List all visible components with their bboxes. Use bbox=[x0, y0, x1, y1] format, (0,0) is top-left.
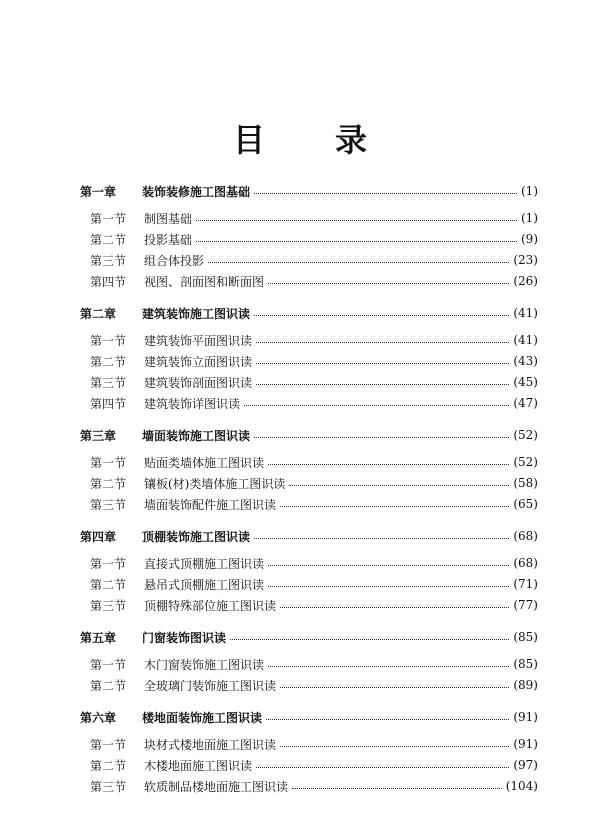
section-number: 第一节 bbox=[90, 657, 127, 672]
dot-leader bbox=[208, 262, 509, 263]
page-number: (97) bbox=[513, 758, 538, 772]
section-number: 第一节 bbox=[90, 556, 127, 571]
section-title: 软质制品楼地面施工图识读 bbox=[144, 779, 289, 794]
page-number: (47) bbox=[513, 396, 538, 410]
toc-chapter-group bbox=[0, 708, 600, 795]
page-number: (41) bbox=[513, 333, 538, 347]
page-number: (71) bbox=[513, 577, 538, 591]
toc-section-row[interactable] bbox=[0, 474, 600, 492]
section-number: 第三节 bbox=[90, 598, 127, 613]
toc-chapter-group bbox=[0, 182, 600, 290]
dot-leader bbox=[196, 220, 517, 221]
chapter-number: 第二章 bbox=[80, 306, 117, 321]
section-title: 木门窗装饰施工图识读 bbox=[144, 657, 265, 672]
toc-chapter-row[interactable] bbox=[0, 426, 600, 444]
toc-chapter-row[interactable] bbox=[0, 628, 600, 646]
toc-chapter-row[interactable] bbox=[0, 304, 600, 322]
dot-leader bbox=[256, 767, 509, 768]
page-number: (23) bbox=[513, 253, 538, 267]
section-title: 建筑装饰平面图识读 bbox=[144, 333, 253, 348]
toc-section-row[interactable] bbox=[0, 373, 600, 391]
dot-leader bbox=[268, 666, 509, 667]
dot-leader bbox=[280, 607, 509, 608]
section-number: 第四节 bbox=[90, 396, 127, 411]
section-title: 投影基础 bbox=[144, 232, 193, 247]
toc-chapter-group bbox=[0, 527, 600, 614]
toc-section-row[interactable] bbox=[0, 676, 600, 694]
page-number: (52) bbox=[513, 428, 538, 442]
page-number: (26) bbox=[513, 274, 538, 288]
page-title bbox=[0, 115, 600, 161]
toc-section-row[interactable] bbox=[0, 272, 600, 290]
page-number: (45) bbox=[513, 375, 538, 389]
section-number: 第三节 bbox=[90, 375, 127, 390]
toc-section-row[interactable] bbox=[0, 596, 600, 614]
dot-leader bbox=[292, 788, 502, 789]
toc-chapter-group bbox=[0, 426, 600, 513]
chapter-number: 第六章 bbox=[80, 710, 117, 725]
dot-leader bbox=[256, 384, 509, 385]
toc-chapter-group bbox=[0, 628, 600, 694]
section-title: 制图基础 bbox=[144, 211, 193, 226]
page-number: (43) bbox=[513, 354, 538, 368]
chapter-title: 门窗装饰图识读 bbox=[142, 630, 227, 645]
section-number: 第一节 bbox=[90, 211, 127, 226]
chapter-number: 第一章 bbox=[80, 184, 117, 199]
dot-leader bbox=[268, 283, 509, 284]
page-number: (65) bbox=[513, 497, 538, 511]
page-number: (58) bbox=[513, 476, 538, 490]
chapter-title: 楼地面装饰施工图识读 bbox=[142, 710, 263, 725]
section-title: 悬吊式顶棚施工图识读 bbox=[144, 577, 265, 592]
toc-section-row[interactable] bbox=[0, 756, 600, 774]
toc-section-row[interactable] bbox=[0, 230, 600, 248]
toc-chapter-row[interactable] bbox=[0, 182, 600, 200]
section-title: 木楼地面施工图识读 bbox=[144, 758, 253, 773]
section-title: 组合体投影 bbox=[144, 253, 205, 268]
toc-section-row[interactable] bbox=[0, 394, 600, 412]
page-number: (1) bbox=[521, 211, 538, 225]
section-number: 第一节 bbox=[90, 455, 127, 470]
dot-leader bbox=[230, 639, 509, 640]
page-number: (91) bbox=[513, 737, 538, 751]
section-title: 墙面装饰配件施工图识读 bbox=[144, 497, 277, 512]
toc-section-row[interactable] bbox=[0, 331, 600, 349]
section-title: 全玻璃门装饰施工图识读 bbox=[144, 678, 277, 693]
page-number: (85) bbox=[513, 630, 538, 644]
dot-leader bbox=[268, 586, 509, 587]
toc-section-row[interactable] bbox=[0, 209, 600, 227]
toc-section-row[interactable] bbox=[0, 453, 600, 471]
dot-leader bbox=[196, 241, 517, 242]
section-title: 建筑装饰剖面图识读 bbox=[144, 375, 253, 390]
chapter-title: 建筑装饰施工图识读 bbox=[142, 306, 251, 321]
section-number: 第一节 bbox=[90, 333, 127, 348]
section-title: 视图、剖面图和断面图 bbox=[144, 274, 265, 289]
section-number: 第二节 bbox=[90, 232, 127, 247]
dot-leader bbox=[280, 506, 509, 507]
title-char-1: 目 bbox=[232, 121, 265, 159]
page-number: (91) bbox=[513, 710, 538, 724]
section-number: 第二节 bbox=[90, 758, 127, 773]
page-number: (77) bbox=[513, 598, 538, 612]
section-title: 建筑装饰立面图识读 bbox=[144, 354, 253, 369]
section-title: 直接式顶棚施工图识读 bbox=[144, 556, 265, 571]
section-number: 第一节 bbox=[90, 737, 127, 752]
section-number: 第三节 bbox=[90, 497, 127, 512]
chapter-title: 装饰装修施工图基础 bbox=[142, 184, 251, 199]
page-number: (41) bbox=[513, 306, 538, 320]
title-char-2: 录 bbox=[335, 121, 368, 159]
dot-leader bbox=[289, 485, 509, 486]
page-number: (68) bbox=[513, 529, 538, 543]
section-number: 第二节 bbox=[90, 577, 127, 592]
section-number: 第二节 bbox=[90, 354, 127, 369]
toc-chapter-group bbox=[0, 304, 600, 412]
chapter-number: 第五章 bbox=[80, 630, 117, 645]
toc-chapter-row[interactable] bbox=[0, 708, 600, 726]
dot-leader bbox=[254, 315, 509, 316]
page-number: (9) bbox=[521, 232, 538, 246]
section-title: 建筑装饰详图识读 bbox=[144, 396, 241, 411]
dot-leader bbox=[244, 405, 509, 406]
toc-section-row[interactable] bbox=[0, 554, 600, 572]
toc-section-row[interactable] bbox=[0, 352, 600, 370]
section-title: 贴面类墙体施工图识读 bbox=[144, 455, 265, 470]
toc-section-row[interactable] bbox=[0, 735, 600, 753]
toc-section-row[interactable] bbox=[0, 655, 600, 673]
chapter-title: 墙面装饰施工图识读 bbox=[142, 428, 251, 443]
page-number: (85) bbox=[513, 657, 538, 671]
dot-leader bbox=[254, 437, 509, 438]
page-number: (52) bbox=[513, 455, 538, 469]
dot-leader bbox=[256, 363, 509, 364]
section-title: 块材式楼地面施工图识读 bbox=[144, 737, 277, 752]
section-title: 镶板(材)类墙体施工图识读 bbox=[144, 476, 286, 491]
dot-leader bbox=[280, 687, 509, 688]
toc-chapter-row[interactable] bbox=[0, 527, 600, 545]
page-number: (1) bbox=[521, 184, 538, 198]
page-number: (68) bbox=[513, 556, 538, 570]
page-number: (104) bbox=[505, 779, 538, 793]
toc-section-row[interactable] bbox=[0, 251, 600, 269]
chapter-number: 第四章 bbox=[80, 529, 117, 544]
dot-leader bbox=[280, 746, 509, 747]
chapter-title: 顶棚装饰施工图识读 bbox=[142, 529, 251, 544]
toc-section-row[interactable] bbox=[0, 575, 600, 593]
section-number: 第四节 bbox=[90, 274, 127, 289]
dot-leader bbox=[268, 565, 509, 566]
section-number: 第三节 bbox=[90, 779, 127, 794]
dot-leader bbox=[256, 342, 509, 343]
dot-leader bbox=[268, 464, 509, 465]
toc-section-row[interactable] bbox=[0, 495, 600, 513]
dot-leader bbox=[254, 538, 509, 539]
toc-section-row[interactable] bbox=[0, 777, 600, 795]
section-number: 第二节 bbox=[90, 476, 127, 491]
section-number: 第三节 bbox=[90, 253, 127, 268]
page-number: (89) bbox=[513, 678, 538, 692]
table-of-contents bbox=[0, 182, 600, 795]
section-number: 第二节 bbox=[90, 678, 127, 693]
dot-leader bbox=[254, 193, 517, 194]
chapter-number: 第三章 bbox=[80, 428, 117, 443]
dot-leader bbox=[266, 719, 509, 720]
section-title: 顶棚特殊部位施工图识读 bbox=[144, 598, 277, 613]
